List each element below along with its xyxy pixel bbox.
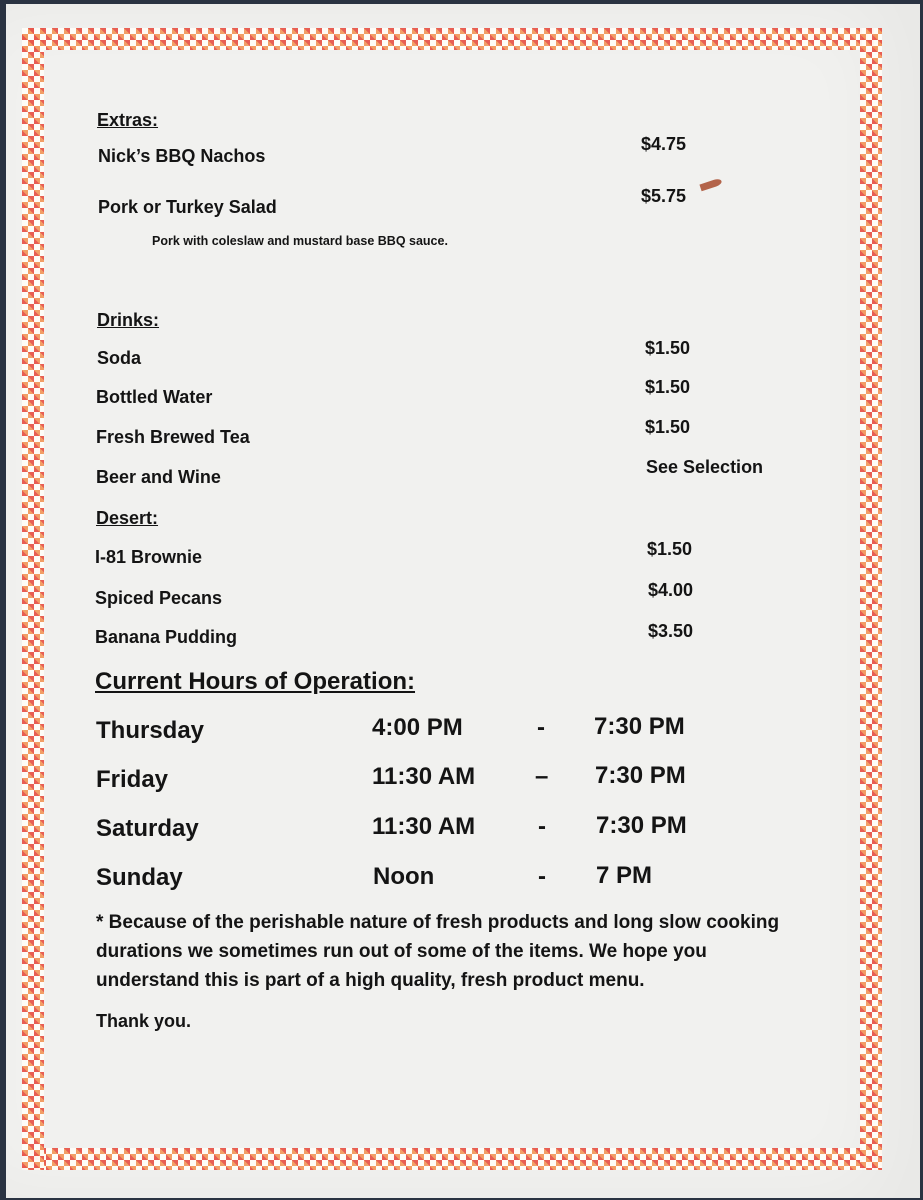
menu-item-price: $4.75 [641, 134, 687, 154]
hours-close: 7:30 PM [594, 713, 685, 740]
hours-open: 4:00 PM [372, 714, 463, 741]
menu-item-price: See Selection [646, 457, 764, 477]
menu-item-name: I-81 Brownie [95, 547, 203, 567]
hours-separator: – [535, 763, 549, 790]
hours-separator: - [537, 714, 545, 741]
menu-item-note: Pork with coleslaw and mustard base BBQ sauce. [152, 234, 448, 248]
hours-close: 7:30 PM [596, 812, 687, 839]
menu-item-name: Spiced Pecans [95, 588, 223, 608]
hours-close: 7:30 PM [595, 762, 686, 789]
menu-item-name: Beer and Wine [96, 467, 221, 487]
hours-day: Thursday [96, 717, 205, 744]
menu-item-name: Pork or Turkey Salad [98, 197, 277, 217]
menu-item-name: Bottled Water [96, 387, 213, 407]
menu-item-price: $1.50 [645, 417, 691, 437]
hours-close: 7 PM [596, 862, 653, 889]
footnote-text: * Because of the perishable nature of fresh products and long slow cooking durations we sometimes run out of some of the items. We hope you understand this is part of a high quality, fresh product menu. [96, 912, 780, 991]
hours-open: 11:30 AM [372, 813, 476, 840]
menu-item-price: $5.75 [641, 186, 687, 206]
menu-item-price: $1.50 [647, 539, 693, 559]
section-heading-desert: Desert: [96, 508, 159, 528]
menu-item-price: $1.50 [645, 338, 691, 358]
hours-day: Sunday [96, 864, 183, 891]
menu-item-price: $3.50 [648, 621, 694, 641]
thank-you-text: Thank you. [96, 1011, 192, 1031]
hours-open: 11:30 AM [372, 763, 476, 790]
section-heading-extras: Extras: [97, 110, 159, 130]
menu-item-name: Banana Pudding [95, 627, 238, 647]
section-heading-drinks: Drinks: [97, 310, 160, 330]
menu-item-price: $4.00 [648, 580, 694, 600]
hours-day: Friday [96, 766, 169, 793]
menu-item-name: Fresh Brewed Tea [96, 427, 250, 447]
menu-item-name: Soda [97, 348, 142, 368]
border-top [22, 28, 882, 50]
hours-separator: - [538, 813, 546, 840]
hours-open: Noon [373, 863, 435, 890]
border-bottom [22, 1148, 882, 1170]
hours-day: Saturday [96, 815, 199, 842]
menu-item-price: $1.50 [645, 377, 691, 397]
hours-heading: Current Hours of Operation: [95, 668, 416, 695]
hours-separator: - [538, 863, 546, 890]
border-right [860, 28, 882, 1170]
menu-item-name: Nick’s BBQ Nachos [98, 146, 266, 166]
border-left [22, 28, 44, 1170]
